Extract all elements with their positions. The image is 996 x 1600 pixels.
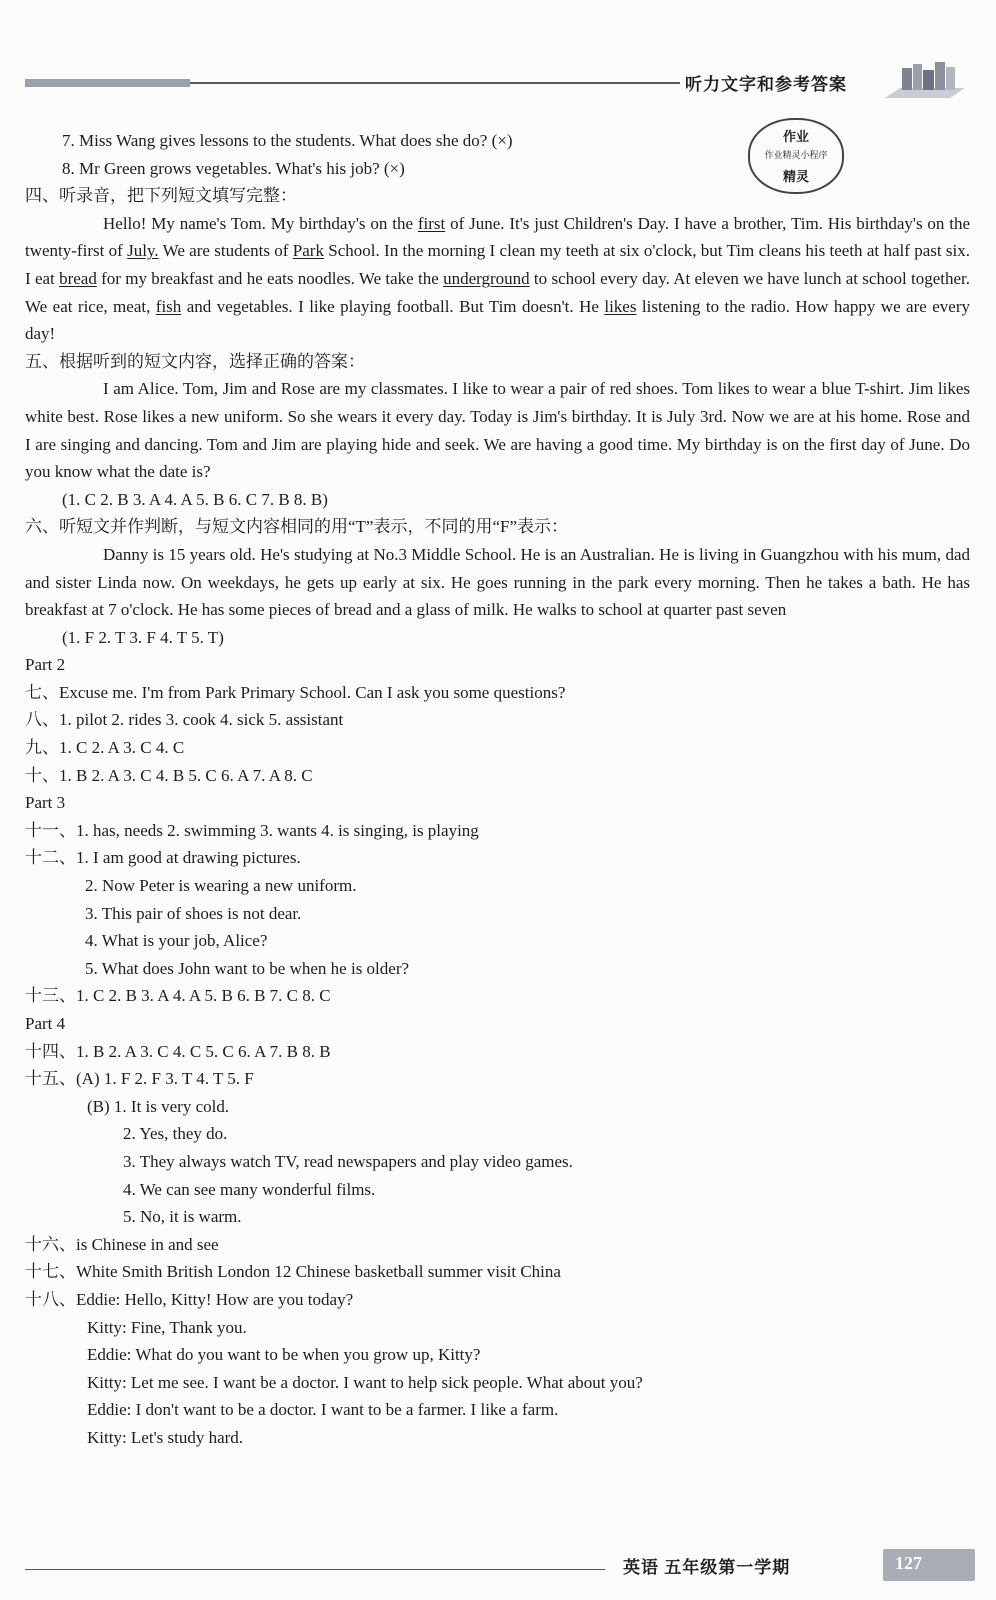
answer-line: Eddie: What do you want to be when you grow up, Kitty? <box>87 1345 481 1365</box>
books-icon <box>880 58 970 104</box>
blank-answer: underground <box>443 268 530 288</box>
answer-line: Kitty: Let me see. I want be a doctor. I want to help sick people. What about you? <box>87 1372 643 1392</box>
answer-line: 4. What is your job, Alice? <box>85 931 268 951</box>
answer-line: Kitty: Let's study hard. <box>87 1427 244 1447</box>
answer-line: Eddie: I don't want to be a doctor. I want to be a farmer. I like a farm. <box>87 1400 559 1420</box>
answer-line: 2. Yes, they do. <box>123 1124 228 1144</box>
answer-line: 九、1. C 2. A 3. C 4. C <box>25 738 185 758</box>
answer-line: 8. Mr Green grows vegetables. What's his job? (×) <box>62 158 405 178</box>
answer-line: 2. Now Peter is wearing a new uniform. <box>85 876 357 896</box>
answer-line: 十二、1. I am good at drawing pictures. <box>25 848 301 868</box>
answer-line: 十七、White Smith British London 12 Chinese basketball summer visit China <box>25 1262 561 1282</box>
blank-answer: first <box>417 213 446 233</box>
answer-line: 3. They always watch TV, read newspapers and play video games. <box>123 1151 573 1171</box>
answer-line: 八、1. pilot 2. rides 3. cook 4. sick 5. assistant <box>25 710 344 730</box>
section-title: 六、听短文并作判断，与短文内容相同的用“T”表示，不同的用“F”表示： <box>25 517 569 537</box>
header-rule <box>190 82 680 84</box>
answer-line: 十、1. B 2. A 3. C 4. B 5. C 6. A 7. A 8. C <box>25 765 313 785</box>
answer-line: 十四、1. B 2. A 3. C 4. C 5. C 6. A 7. B 8. B <box>25 1041 331 1061</box>
answer-key: (1. F 2. T 3. F 4. T 5. T) <box>62 627 224 647</box>
passage-6: Danny is 15 years old. He's studying at No.3 Middle School. He is an Australian. He is living in Guangzhou with his mum, dad and sister Linda now. On weekdays, he gets up early at six. He goes running in the park every morning. Then he takes a bath. He has breakfast at 7 o'clock. He has some pieces of bread and a glass of milk. He walks to school at quarter past seven <box>25 544 970 620</box>
answer-line: Part 2 <box>25 655 66 675</box>
answer-line: 5. No, it is warm. <box>123 1207 242 1227</box>
answer-line: 5. What does John want to be when he is older? <box>85 958 410 978</box>
footer-subject: 英语 五年级第一学期 <box>623 1558 791 1577</box>
answer-line: 3. This pair of shoes is not dear. <box>85 903 302 923</box>
answer-content <box>25 127 970 1452</box>
answer-line: 十一、1. has, needs 2. swimming 3. wants 4. is singing, is playing <box>25 820 479 840</box>
page-number: 127 <box>895 1553 922 1573</box>
answer-line: 七、Excuse me. I'm from Park Primary School. Can I ask you some questions? <box>25 682 566 702</box>
passage-5: I am Alice. Tom, Jim and Rose are my classmates. I like to wear a pair of red shoes. Tom likes to wear a blue T-shirt. Jim likes white best. Rose likes a new uniform. So she wears it every day. Today is Jim's birthday. It is July 3rd. Now we are at his home. Rose and I are singing and dancing. Tom and Jim are playing hide and seek. We are having a good time. My birthday is on the first day of June. Do you know what the date is? <box>25 379 970 482</box>
answer-line: (B) 1. It is very cold. <box>87 1096 230 1116</box>
page-footer <box>25 1547 970 1587</box>
answer-list <box>25 651 970 1451</box>
blank-answer: July. <box>127 241 159 261</box>
header-title: 听力文字和参考答案 <box>685 75 847 94</box>
passage-4: Hello! My name's Tom. My birthday's on the first of June. It's just Children's Day. I have a brother, Tim. His birthday's on the twenty-first of July. We are students of Park School. In the morning I clean my teeth at six o'clock, but Tim cleans his teeth at half past six. I eat bread for my breakfast and he eats noodles. We take the underground to school every day. At eleven we have lunch at school together. We eat rice, meat, fish and vegetables. I like playing football. But Tim doesn't. He likes listening to the radio. How happy we are every day! <box>25 213 971 344</box>
answer-line: 4. We can see many wonderful films. <box>123 1179 376 1199</box>
section-title: 四、听录音，把下列短文填写完整： <box>25 186 297 206</box>
header-bar <box>25 79 190 87</box>
blank-answer: bread <box>59 268 97 288</box>
blank-answer: Park <box>292 241 324 261</box>
answer-line: 十八、Eddie: Hello, Kitty! How are you today? <box>25 1289 354 1309</box>
blank-answer: likes <box>604 296 637 316</box>
answer-line: 十五、(A) 1. F 2. F 3. T 4. T 5. F <box>25 1069 254 1089</box>
page-header <box>25 70 970 100</box>
answer-line: 十三、1. C 2. B 3. A 4. A 5. B 6. B 7. C 8. C <box>25 986 331 1006</box>
answer-line: Kitty: Fine, Thank you. <box>87 1317 247 1337</box>
section-title: 五、根据听到的短文内容，选择正确的答案： <box>25 351 365 371</box>
footer-rule <box>25 1569 605 1570</box>
answer-line: 7. Miss Wang gives lessons to the students. What does she do? (×) <box>62 131 513 150</box>
stamp: 作业 作业精灵小程序 精灵 <box>748 118 844 194</box>
answer-key: (1. C 2. B 3. A 4. A 5. B 6. C 7. B 8. B) <box>62 489 328 509</box>
answer-line: Part 4 <box>25 1014 66 1033</box>
answer-line: Part 3 <box>25 793 66 813</box>
blank-answer: fish <box>155 296 182 316</box>
answer-line: 十六、is Chinese in and see <box>25 1234 219 1254</box>
